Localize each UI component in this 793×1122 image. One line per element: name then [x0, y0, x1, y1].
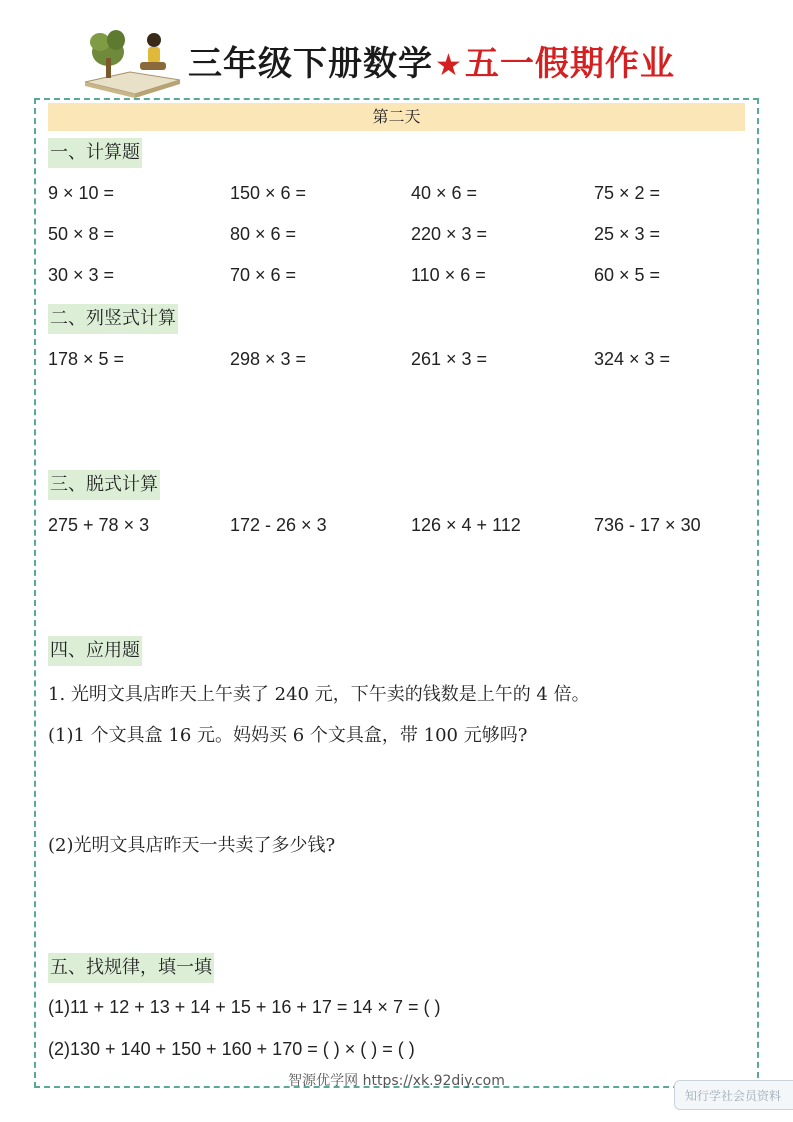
- calc-item: 9 × 10 =: [48, 183, 115, 203]
- calc-item: 50 × 8 =: [48, 224, 115, 244]
- calc-item: 75 × 2 =: [594, 183, 661, 203]
- calc-item: 60 × 5 =: [594, 265, 661, 285]
- vertical-item: 178 × 5 =: [48, 349, 125, 369]
- calc-row: [48, 183, 748, 211]
- title-main: 三年级下册数学: [188, 44, 433, 84]
- section-heading-word-problem: 四、应用题: [48, 636, 142, 666]
- footer-source: 智源优学网 https://xk.92diy.com: [288, 1073, 505, 1089]
- calc-row: [48, 265, 748, 293]
- day-label: 第二天: [48, 103, 745, 131]
- section-heading-step: 三、脱式计算: [48, 470, 160, 500]
- calc-item: 30 × 3 =: [48, 265, 115, 285]
- step-item: 172 - 26 × 3: [230, 515, 327, 535]
- word-problem-q2: (2)光明文具店昨天一共卖了多少钱?: [48, 835, 336, 856]
- watermark-stamp: 知行学社会员资料: [674, 1080, 793, 1110]
- step-row: [48, 515, 748, 543]
- step-item: 126 × 4 + 112: [411, 515, 521, 535]
- title-accent: 五一假期作业: [464, 44, 675, 84]
- calc-row: [48, 224, 748, 252]
- word-problem-q1: (1)1 个文具盒 16 元。妈妈买 6 个文具盒，带 100 元够吗?: [48, 725, 528, 746]
- calc-item: 220 × 3 =: [411, 224, 488, 244]
- vertical-item: 261 × 3 =: [411, 349, 488, 369]
- star-icon: ★: [435, 48, 463, 83]
- page-header: [0, 0, 793, 98]
- pattern-line-1: (1)11 + 12 + 13 + 14 + 15 + 16 + 17 = 14 × 7 = ( ): [48, 997, 441, 1017]
- section-heading-pattern: 五、找规律，填一填: [48, 953, 214, 983]
- vertical-item: 324 × 3 =: [594, 349, 671, 369]
- calc-item: 80 × 6 =: [230, 224, 297, 244]
- step-item: 275 + 78 × 3: [48, 515, 150, 535]
- section-heading-vertical: 二、列竖式计算: [48, 304, 178, 334]
- calc-item: 110 × 6 =: [411, 265, 486, 285]
- section-heading-calculation: 一、计算题: [48, 138, 142, 168]
- page-title: [188, 36, 675, 85]
- calc-item: 40 × 6 =: [411, 183, 478, 203]
- reading-girl-illustration: [80, 22, 185, 98]
- vertical-item: 298 × 3 =: [230, 349, 307, 369]
- calc-item: 70 × 6 =: [230, 265, 297, 285]
- vertical-row: [48, 349, 748, 377]
- calc-item: 150 × 6 =: [230, 183, 307, 203]
- word-problem-intro: 1. 光明文具店昨天上午卖了 240 元，下午卖的钱数是上午的 4 倍。: [48, 684, 590, 705]
- step-item: 736 - 17 × 30: [594, 515, 701, 535]
- pattern-line-2: (2)130 + 140 + 150 + 160 + 170 = ( ) × ( ) = ( ): [48, 1039, 415, 1059]
- calc-item: 25 × 3 =: [594, 224, 661, 244]
